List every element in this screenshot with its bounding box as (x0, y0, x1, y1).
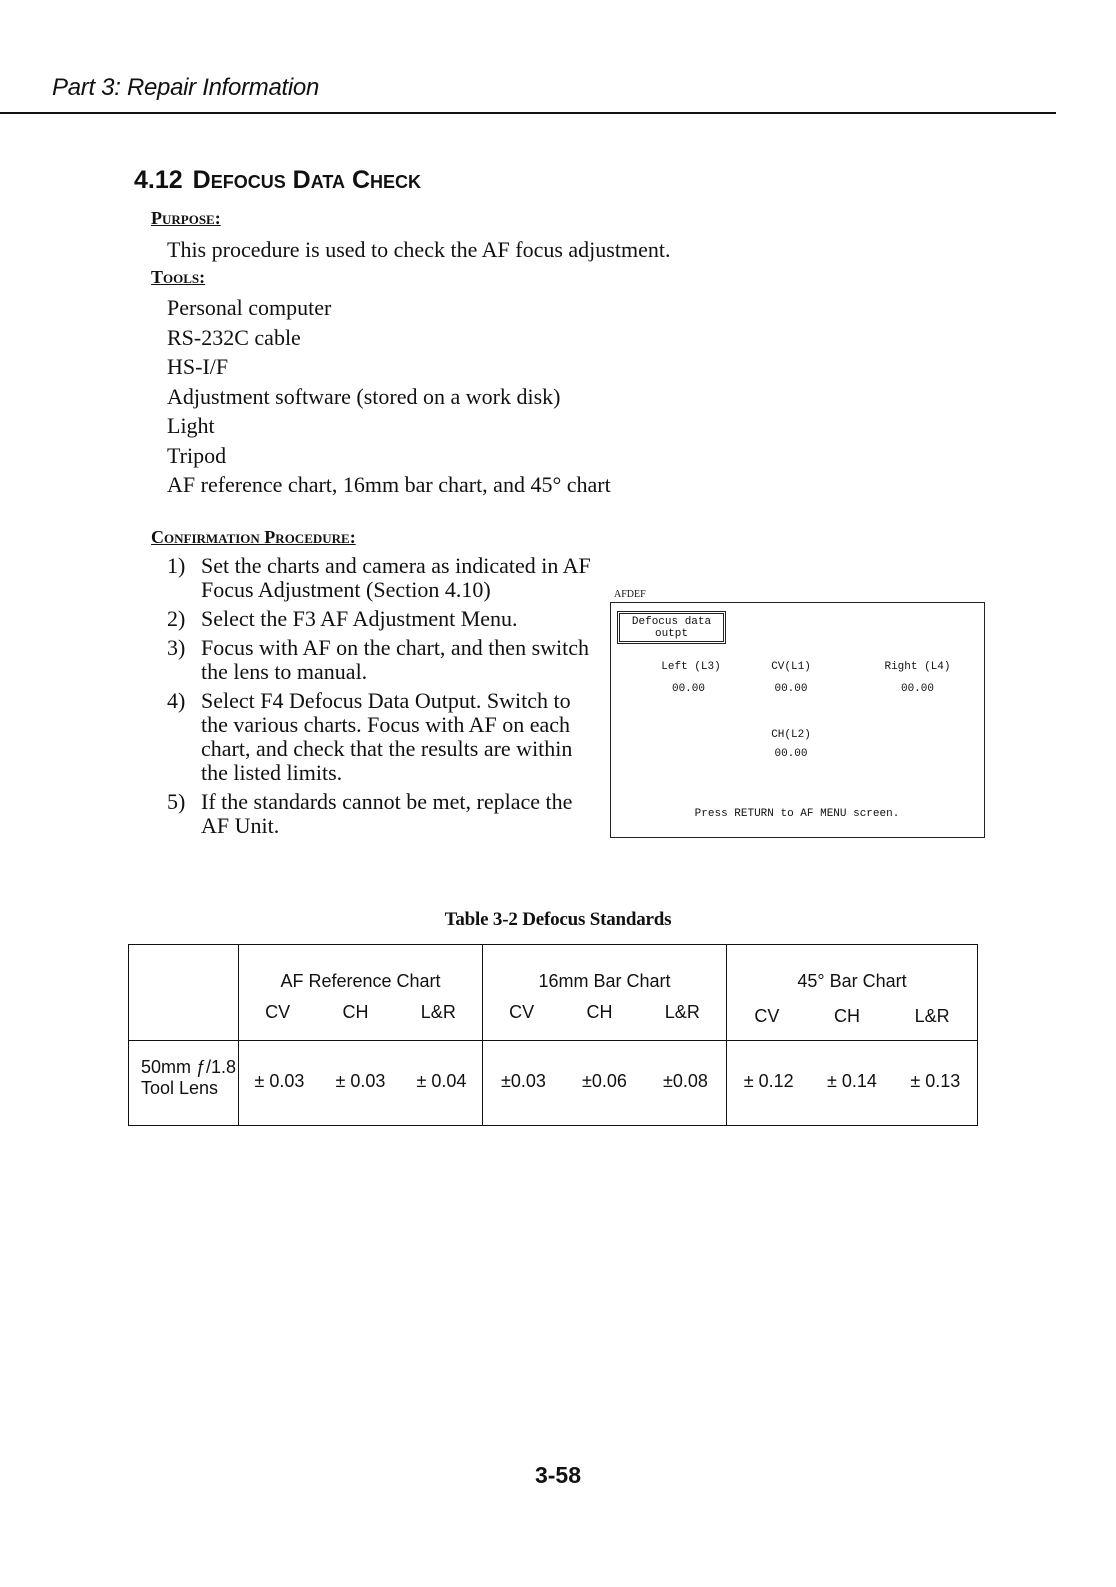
value-cell-group (483, 1041, 727, 1126)
column-header: L&R (420, 1002, 456, 1022)
defocus-data-output-button (619, 613, 724, 642)
group-title: 45° Bar Chart (797, 971, 907, 991)
table-header-row (129, 945, 978, 1041)
column-header: CH (342, 1002, 369, 1022)
row-label-cell (129, 1041, 239, 1126)
tool-item: AF reference chart, 16mm bar chart, and 45° chart (167, 472, 611, 497)
procedure-step (167, 689, 597, 785)
purpose-text: This procedure is used to check the AF focus adjustment. (167, 237, 671, 262)
group-header-45-bar (727, 945, 978, 1041)
tool-item: HS-I/F (167, 354, 229, 379)
group-header-af-reference (239, 945, 483, 1041)
software-screen-figure (610, 602, 985, 838)
screen-footer: Press RETURN to AF MENU screen. (694, 808, 900, 820)
column-header: CH (586, 1002, 613, 1022)
value: ± 0.14 (827, 1071, 877, 1091)
column-header: L&R (664, 1002, 700, 1022)
right-label: Right (L4) (884, 661, 951, 673)
procedure-step (167, 790, 597, 838)
value: ± 0.13 (910, 1071, 961, 1091)
table-row (129, 1041, 978, 1126)
button-label-line1: Defocus data (631, 616, 712, 628)
section-number: 4.12 (134, 166, 183, 194)
row-label-line1: 50mm ƒ/1.8 (141, 1057, 237, 1077)
value-row (239, 1041, 482, 1092)
value-row (483, 1041, 726, 1092)
value-cell-group (727, 1041, 978, 1126)
tool-item: Personal computer (167, 295, 332, 320)
group-subheaders (483, 1002, 726, 1023)
section-title-text: Defocus Data Check (192, 166, 422, 194)
defocus-standards-table (128, 944, 978, 1126)
procedure-steps (167, 554, 597, 843)
column-header: CV (509, 1002, 535, 1022)
tool-item: RS-232C cable (167, 324, 301, 350)
page-header-title: Part 3: Repair Information (52, 74, 319, 101)
button-label-line2: outpt (654, 628, 688, 640)
procedure-step (167, 607, 597, 631)
left-label: Left (L3) (661, 661, 721, 673)
step-text: Set the charts and camera as indicated in AF Focus Adjustment (Section 4.10) (201, 553, 591, 602)
value-cell-group (239, 1041, 483, 1126)
value: ± 0.03 (254, 1071, 305, 1091)
value-row (727, 1041, 977, 1092)
left-value: 00.00 (671, 683, 705, 695)
value: ± 0.12 (743, 1071, 794, 1091)
group-title: 16mm Bar Chart (538, 971, 671, 991)
step-number: 3) (167, 635, 186, 660)
group-subheaders (727, 1006, 977, 1027)
column-header: CV (754, 1006, 780, 1026)
tool-item: Tripod (167, 442, 227, 468)
step-text: Focus with AF on the chart, and then switch the lens to manual. (201, 635, 590, 684)
cv-value: 00.00 (774, 683, 808, 695)
screen-label: AFDEF (614, 589, 646, 600)
tools-list (167, 293, 611, 500)
table-caption: Table 3-2 Defocus Standards (444, 909, 672, 930)
tools-heading: Tools: (151, 267, 206, 287)
group-subheaders (239, 1002, 482, 1023)
value: ±0.03 (501, 1071, 546, 1091)
purpose-heading: Purpose: (151, 208, 221, 228)
column-header: CV (265, 1002, 291, 1022)
group-header-16mm-bar (483, 945, 727, 1041)
ch-label: CH(L2) (771, 729, 811, 741)
step-text: If the standards cannot be met, replace the AF Unit. (201, 789, 573, 838)
row-label-line2: Tool Lens (141, 1078, 219, 1098)
page-number: 3-58 (534, 1462, 582, 1488)
column-header: L&R (914, 1006, 950, 1026)
right-value: 00.00 (900, 683, 934, 695)
tool-item: Adjustment software (stored on a work disk) (167, 383, 561, 409)
step-number: 4) (167, 688, 186, 713)
ch-value: 00.00 (774, 748, 808, 760)
step-text: Select the F3 AF Adjustment Menu. (201, 606, 518, 631)
column-header: CH (834, 1006, 860, 1026)
value: ±0.06 (582, 1071, 627, 1091)
cv-label: CV(L1) (771, 661, 811, 673)
empty-header-cell (129, 945, 239, 1041)
procedure-heading: Confirmation Procedure: (151, 527, 356, 547)
procedure-step (167, 554, 597, 602)
header-divider (0, 112, 1056, 114)
step-number: 2) (167, 606, 186, 631)
step-number: 1) (167, 553, 186, 578)
value: ± 0.03 (335, 1071, 386, 1091)
group-title: AF Reference Chart (280, 971, 441, 991)
step-text: Select F4 Defocus Data Output. Switch to the various charts. Focus with AF on each chart, and check that the results are within the listed limits. (201, 688, 573, 785)
section-heading (134, 166, 421, 195)
procedure-step (167, 636, 597, 684)
tool-item: Light (167, 413, 215, 438)
step-number: 5) (167, 789, 186, 814)
value: ± 0.04 (416, 1071, 467, 1091)
value: ±0.08 (663, 1071, 708, 1091)
